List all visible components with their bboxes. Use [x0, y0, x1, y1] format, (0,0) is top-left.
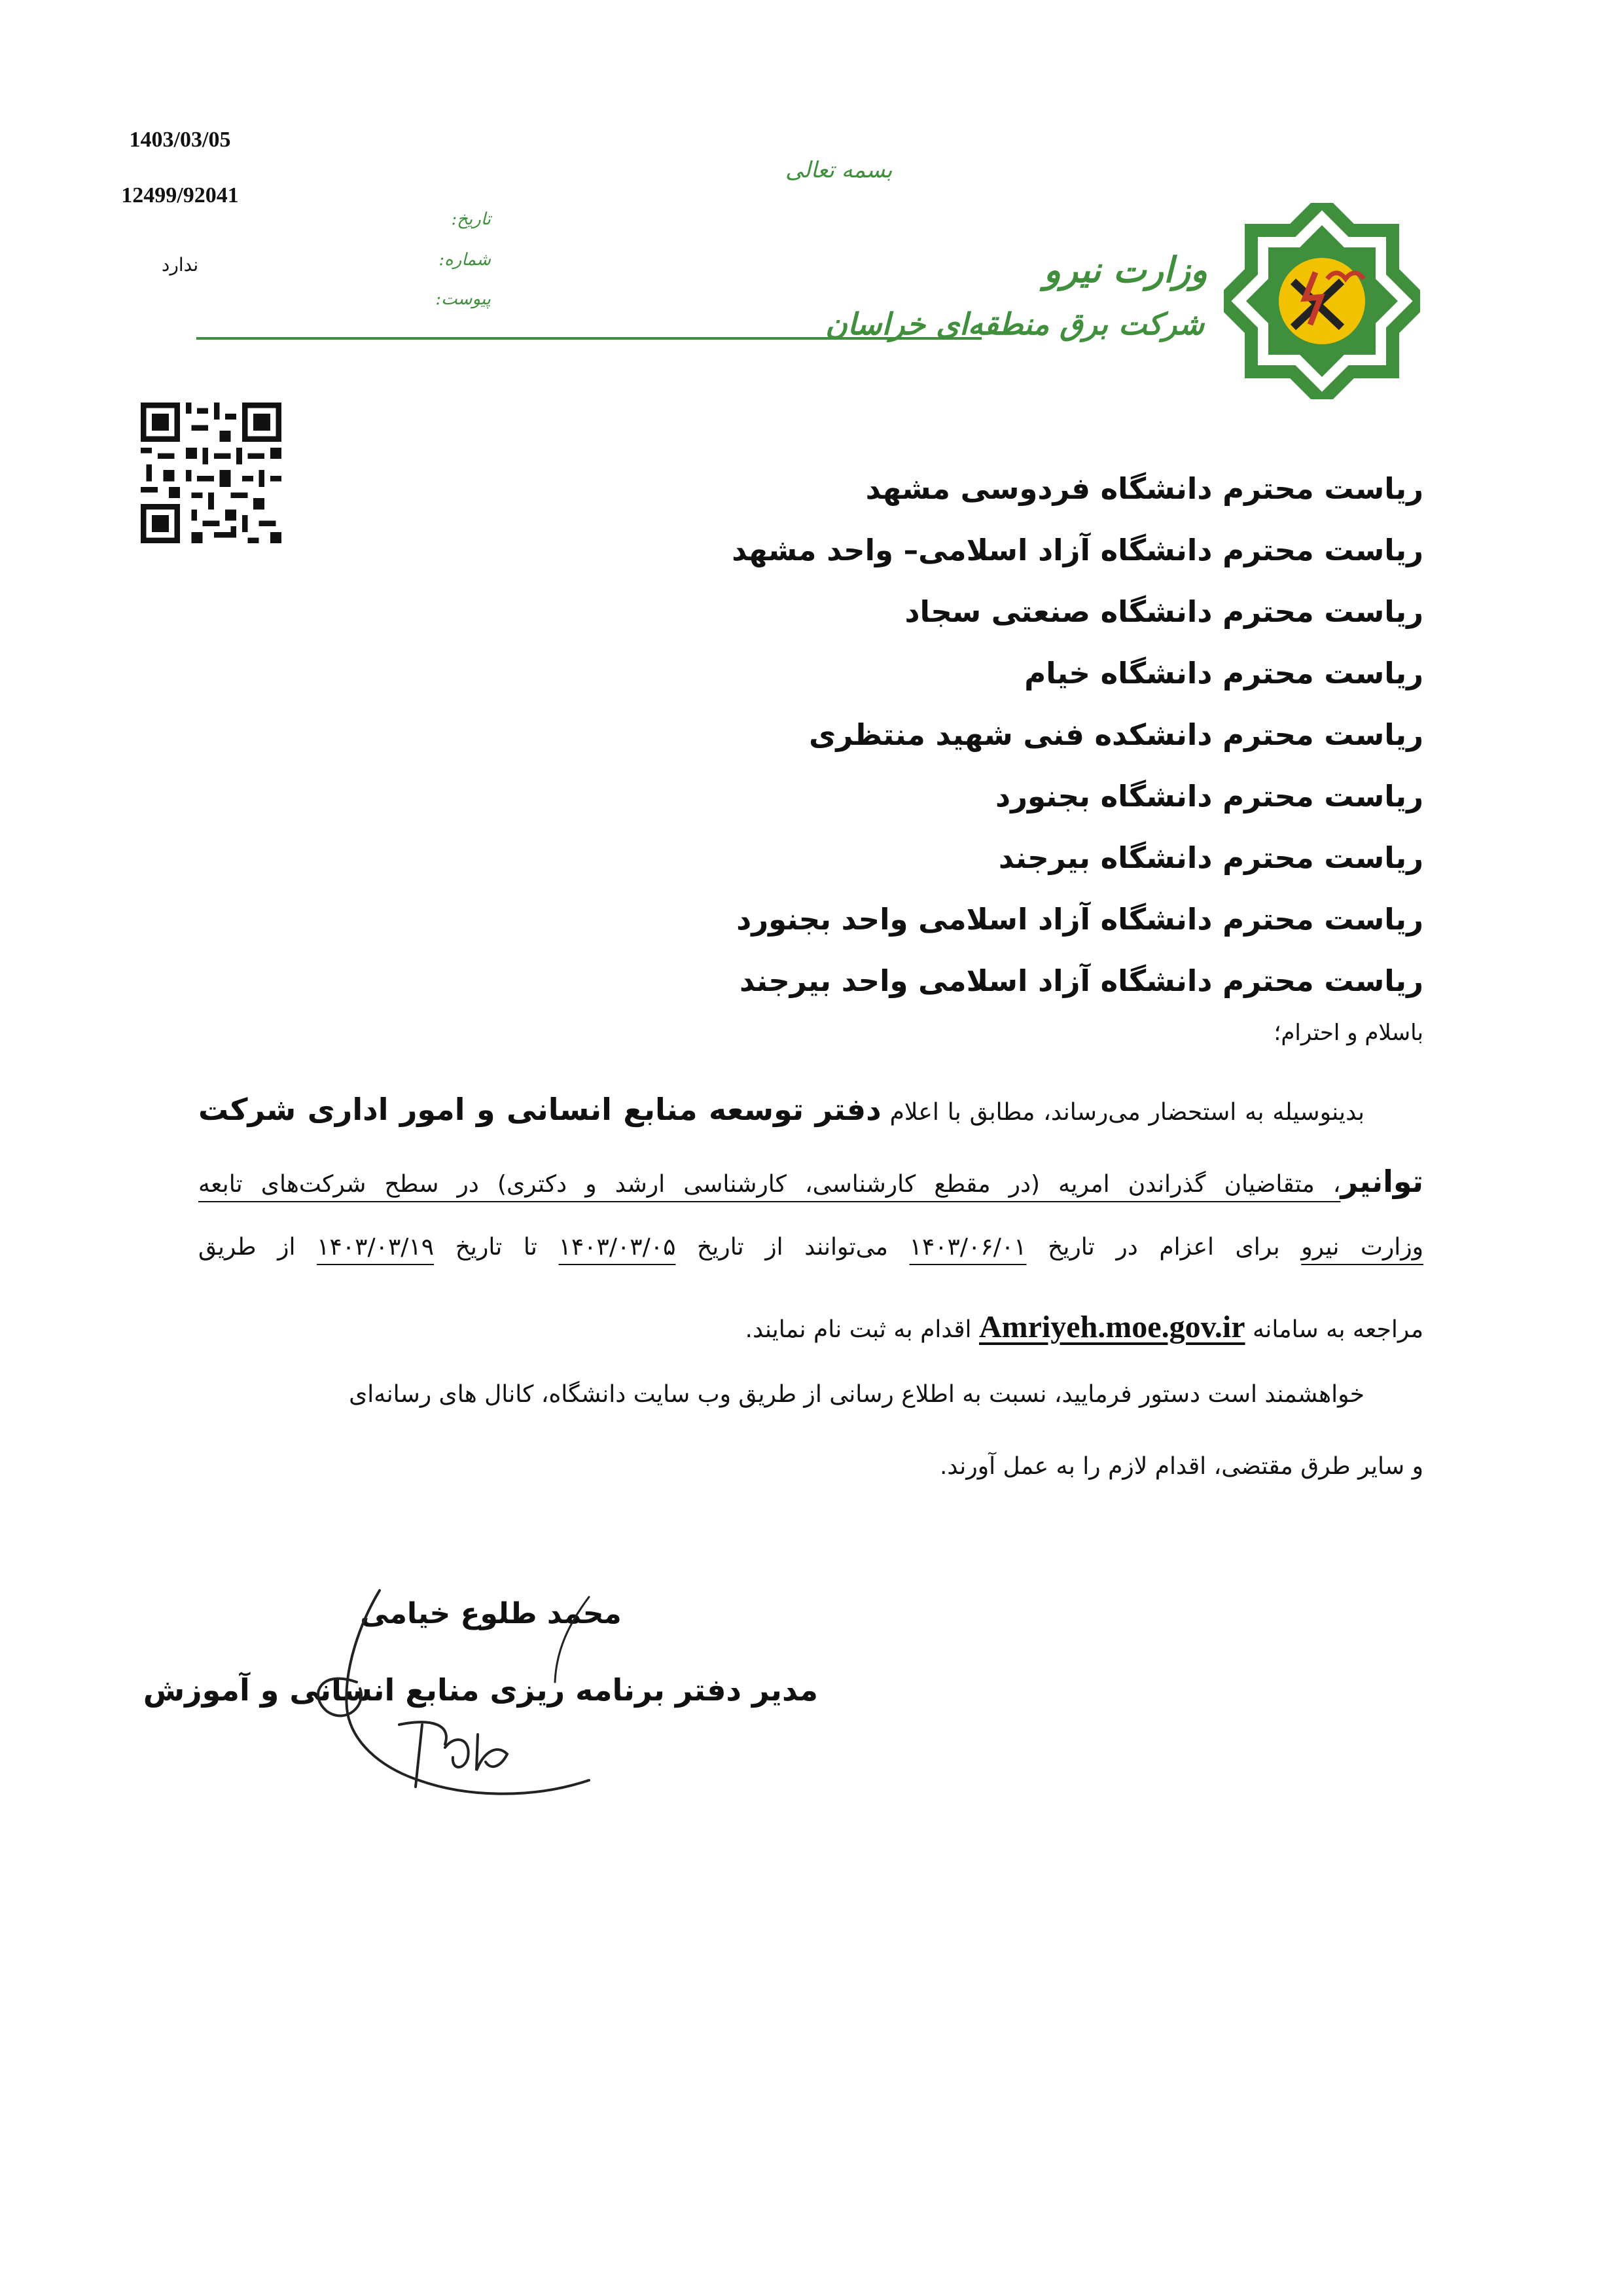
signer-name: محمد طلوع خیامی [360, 1597, 622, 1630]
body-text: می‌توانند از تاریخ [675, 1234, 910, 1261]
recipient-line: ریاست محترم دانشگاه خیام [1024, 656, 1423, 691]
recipient-line: ریاست محترم دانشکده فنی شهید منتظری [809, 717, 1423, 752]
body-text: از طریق [198, 1234, 317, 1261]
recipient-line: ریاست محترم دانشگاه آزاد اسلامی واحد بجنورد [736, 902, 1423, 937]
qr-code [141, 403, 281, 543]
body-text: ، متقاضیان گذراندن امریه (در مقطع کارشناسی، کارشناسی ارشد و دکتری) در سطح شرکت‌های تابعه [198, 1171, 1341, 1198]
letterhead-date-label: تاریخ: [451, 209, 491, 229]
recipients-list [376, 458, 1423, 1012]
body-text: مراجعه به سامانه [1245, 1316, 1423, 1343]
body-emphasis: دفتر توسعه منابع انسانی و امور اداری شرکت [198, 1092, 882, 1127]
dispatch-date: ۱۴۰۳/۰۶/۰۱ [909, 1234, 1027, 1261]
body-line-1 [198, 1092, 1364, 1127]
recipient-line: ریاست محترم دانشگاه فردوسی مشهد [865, 471, 1423, 506]
body-emphasis: توانیر [1340, 1164, 1423, 1199]
letterhead-number-label: شماره: [438, 250, 491, 270]
letter-date: 1403/03/05 [129, 128, 231, 152]
letterhead-ministry: وزارت نیرو [1043, 249, 1207, 291]
body-line-4 [745, 1309, 1423, 1345]
body-text: برای اعزام در تاریخ [1026, 1234, 1302, 1261]
body-text: بدینوسیله به استحضار می‌رساند، مطابق با اعلام [881, 1099, 1364, 1126]
signer-title: مدیر دفتر برنامه ریزی منابع انسانی و آموزش [143, 1672, 818, 1708]
recipient-line: ریاست محترم دانشگاه صنعتی سجاد [904, 594, 1423, 629]
recipient-line: ریاست محترم دانشگاه آزاد اسلامی واحد بیرجند [739, 963, 1423, 998]
letterhead-invocation: بسمه تعالی [785, 157, 893, 183]
body-line-2 [198, 1164, 1423, 1199]
letterhead-company: شرکت برق منطقه‌ای خراسان [825, 306, 1204, 342]
registration-end-date: ۱۴۰۳/۰۳/۱۹ [317, 1234, 435, 1261]
body-line-6: و سایر طرق مقتضی، اقدام لازم را به عمل آورند. [939, 1453, 1423, 1480]
body-text: وزارت نیرو [1301, 1234, 1423, 1261]
letter-attachment: ندارد [161, 254, 199, 276]
registration-start-date: ۱۴۰۳/۰۳/۰۵ [558, 1234, 676, 1261]
recipient-line: ریاست محترم دانشگاه بجنورد [995, 779, 1423, 814]
registration-site-link[interactable]: Amriyeh.moe.gov.ir [978, 1310, 1245, 1344]
greeting: باسلام و احترام؛ [1274, 1020, 1423, 1046]
body-text: اقدام به ثبت نام نمایند. [745, 1316, 979, 1343]
letter-number: 12499/92041 [121, 183, 239, 207]
recipient-line: ریاست محترم دانشگاه بیرجند [998, 840, 1423, 875]
body-text: تا تاریخ [434, 1234, 559, 1261]
body-line-5: خواهشمند است دستور فرمایید، نسبت به اطلاع رسانی از طریق وب سایت دانشگاه، کانال های رسانه‌ای [349, 1381, 1364, 1408]
recipient-line: ریاست محترم دانشگاه آزاد اسلامی– واحد مشهد [732, 533, 1423, 567]
company-logo [1224, 203, 1420, 399]
letterhead [196, 98, 1440, 393]
body-line-3 [198, 1234, 1423, 1261]
letterhead-attachment-label: پیوست: [435, 289, 491, 309]
handwritten-signature [281, 1571, 648, 1820]
letterhead-rule [196, 337, 982, 340]
